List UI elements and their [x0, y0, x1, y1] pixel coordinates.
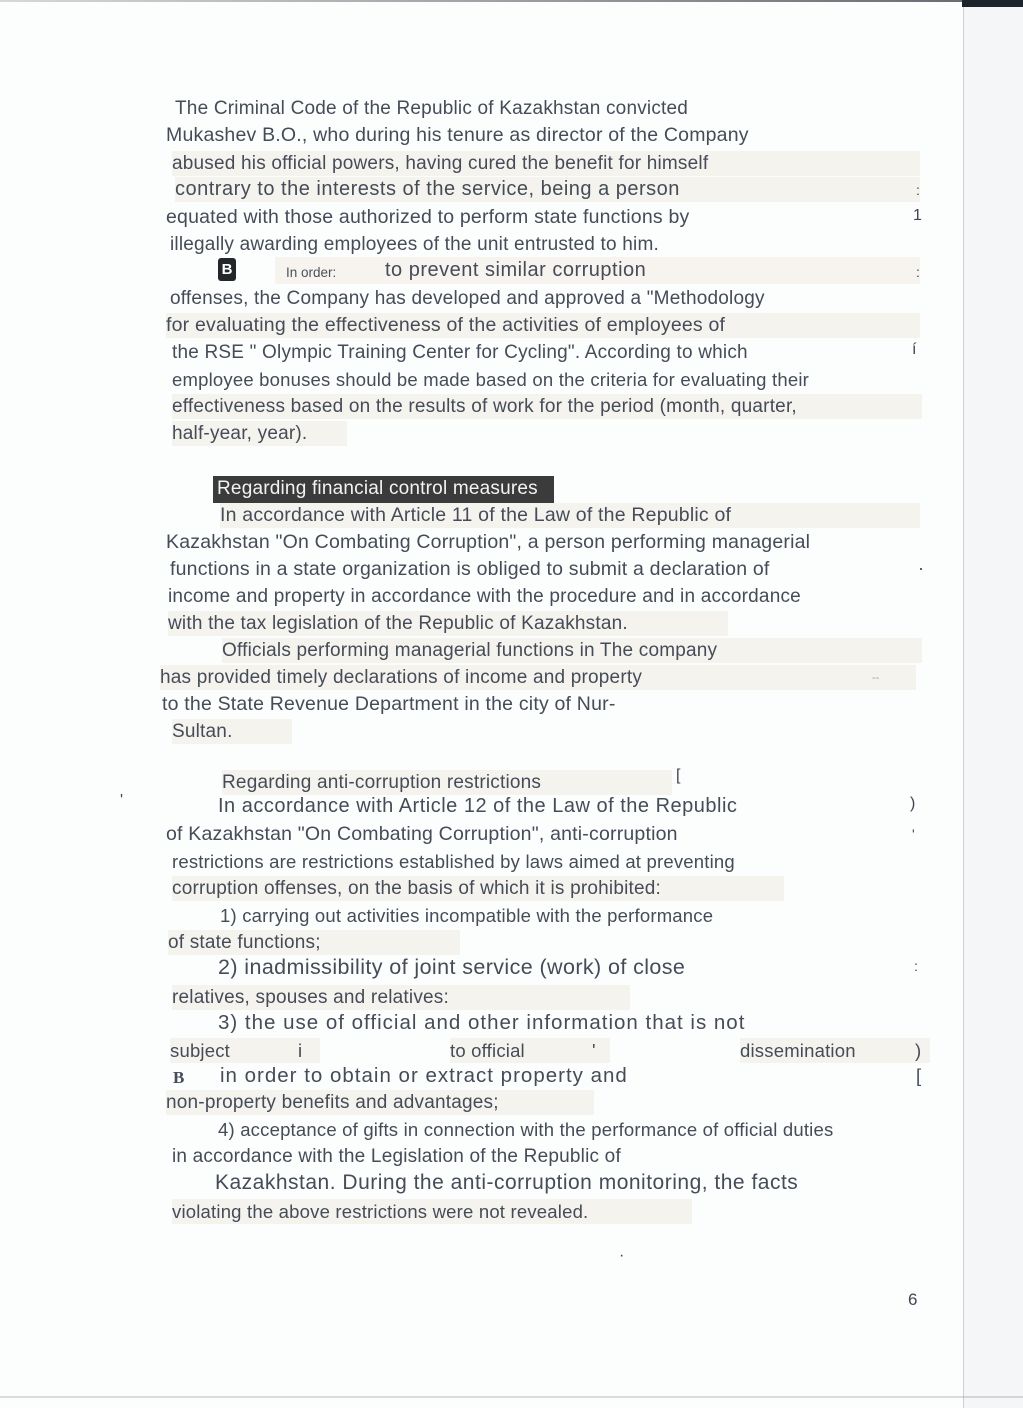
list-item: non-property benefits and advantages; [166, 1090, 594, 1115]
text-line: Officials performing managerial functions in The company [222, 638, 922, 663]
text-line: restrictions are restrictions established by laws aimed at preventing [172, 851, 735, 872]
scan-artifact: : [916, 264, 920, 280]
scan-artifact: í [912, 341, 917, 358]
scan-artifact: -- [872, 672, 880, 684]
text-fragment: subject [170, 1038, 320, 1063]
inline-note: In order: [286, 265, 337, 280]
scan-artifact: ) [910, 795, 916, 812]
scan-artifact: 1 [913, 207, 922, 224]
text-line: equated with those authorized to perform state functions by [166, 206, 690, 228]
list-item: 4) acceptance of gifts in connection with the performance of official duties [218, 1119, 834, 1140]
text-line: half-year, year). [172, 421, 347, 446]
list-item: violating the above restrictions were not revealed. [172, 1199, 692, 1224]
list-item: relatives, spouses and relatives: [172, 985, 630, 1010]
list-item: in accordance with the Legislation of the Republic of [172, 1146, 621, 1167]
inverted-letter-glyph: B [218, 258, 236, 281]
text-line: with the tax legislation of the Republic of Kazakhstan. [168, 611, 728, 636]
text-line: abused his official powers, having cured the benefit for himself [172, 151, 920, 176]
text-line: corruption offenses, on the basis of which it is prohibited: [172, 876, 784, 901]
text-line: Mukashev B.O., who during his tenure as director of the Company [166, 124, 749, 146]
text-line: to the State Revenue Department in the city of Nur- [162, 693, 616, 715]
text-line: Sultan. [172, 719, 292, 744]
scan-page-edge-right [963, 0, 1023, 1408]
scan-artifact: [ [676, 767, 681, 784]
text-fragment: to official [450, 1038, 610, 1063]
scan-artifact: ' [120, 792, 124, 809]
text-fragment: і [298, 1040, 303, 1061]
list-item: of state functions; [168, 930, 460, 955]
text-line: contrary to the interests of the service, being a person [175, 177, 920, 202]
text-line: effectiveness based on the results of work for the period (month, quarter, [172, 394, 922, 419]
text-line: employee bonuses should be made based on the criteria for evaluating their [172, 369, 809, 390]
text-line: to prevent similar corruption [385, 259, 647, 281]
scan-artifact: · [619, 1247, 625, 1264]
stray-letter: B [173, 1068, 185, 1087]
text-line: has provided timely declarations of income and property [160, 665, 916, 690]
list-item: 2) inadmissibility of joint service (work) of close [218, 955, 686, 979]
text-line: illegally awarding employees of the unit entrusted to him. [170, 234, 659, 255]
scan-artifact: : [916, 182, 920, 198]
list-item: Kazakhstan. During the anti-corruption monitoring, the facts [215, 1171, 799, 1194]
scan-edge-bottom [0, 1396, 1023, 1398]
list-item: 3) the use of official and other information that is not [218, 1011, 746, 1034]
section-heading-restrictions: Regarding anti-corruption restrictions [222, 770, 672, 795]
text-line: of Kazakhstan "On Combating Corruption", anti-corruption [166, 823, 678, 845]
text-line: In accordance with Article 12 of the Law of the Republic [218, 795, 738, 817]
text-line: In accordance with Article 11 of the Law of the Republic of [220, 503, 920, 528]
section-heading-financial: Regarding financial control measures [213, 476, 554, 503]
text-fragment: ' [592, 1040, 596, 1061]
text-line: the RSE " Olympic Training Center for Cycling". According to which [172, 342, 748, 363]
scan-edge-top [0, 0, 1023, 2]
text-line: income and property in accordance with the procedure and in accordance [168, 586, 801, 607]
text-line: functions in a state organization is obliged to submit a declaration of [170, 558, 770, 580]
page-number: 6 [908, 1290, 918, 1309]
text-line: Kazakhstan "On Combating Corruption", a person performing managerial [166, 531, 811, 553]
text-line: offenses, the Company has developed and approved a "Methodology [170, 288, 765, 309]
scan-corner-black [962, 0, 1023, 7]
text-line: for evaluating the effectiveness of the activities of employees of [166, 313, 920, 338]
scan-artifact: · [918, 558, 924, 578]
text-fragment: dissemination [740, 1038, 930, 1063]
scan-artifact: ' [912, 826, 915, 842]
text-fragment: ) [915, 1040, 922, 1061]
list-item: in order to obtain or extract property and [220, 1064, 628, 1087]
text-fragment: [ [916, 1065, 922, 1086]
scan-artifact: : [914, 958, 918, 974]
list-item: 1) carrying out activities incompatible with the performance [220, 905, 714, 926]
text-line: The Criminal Code of the Republic of Kazakhstan convicted [175, 98, 689, 119]
